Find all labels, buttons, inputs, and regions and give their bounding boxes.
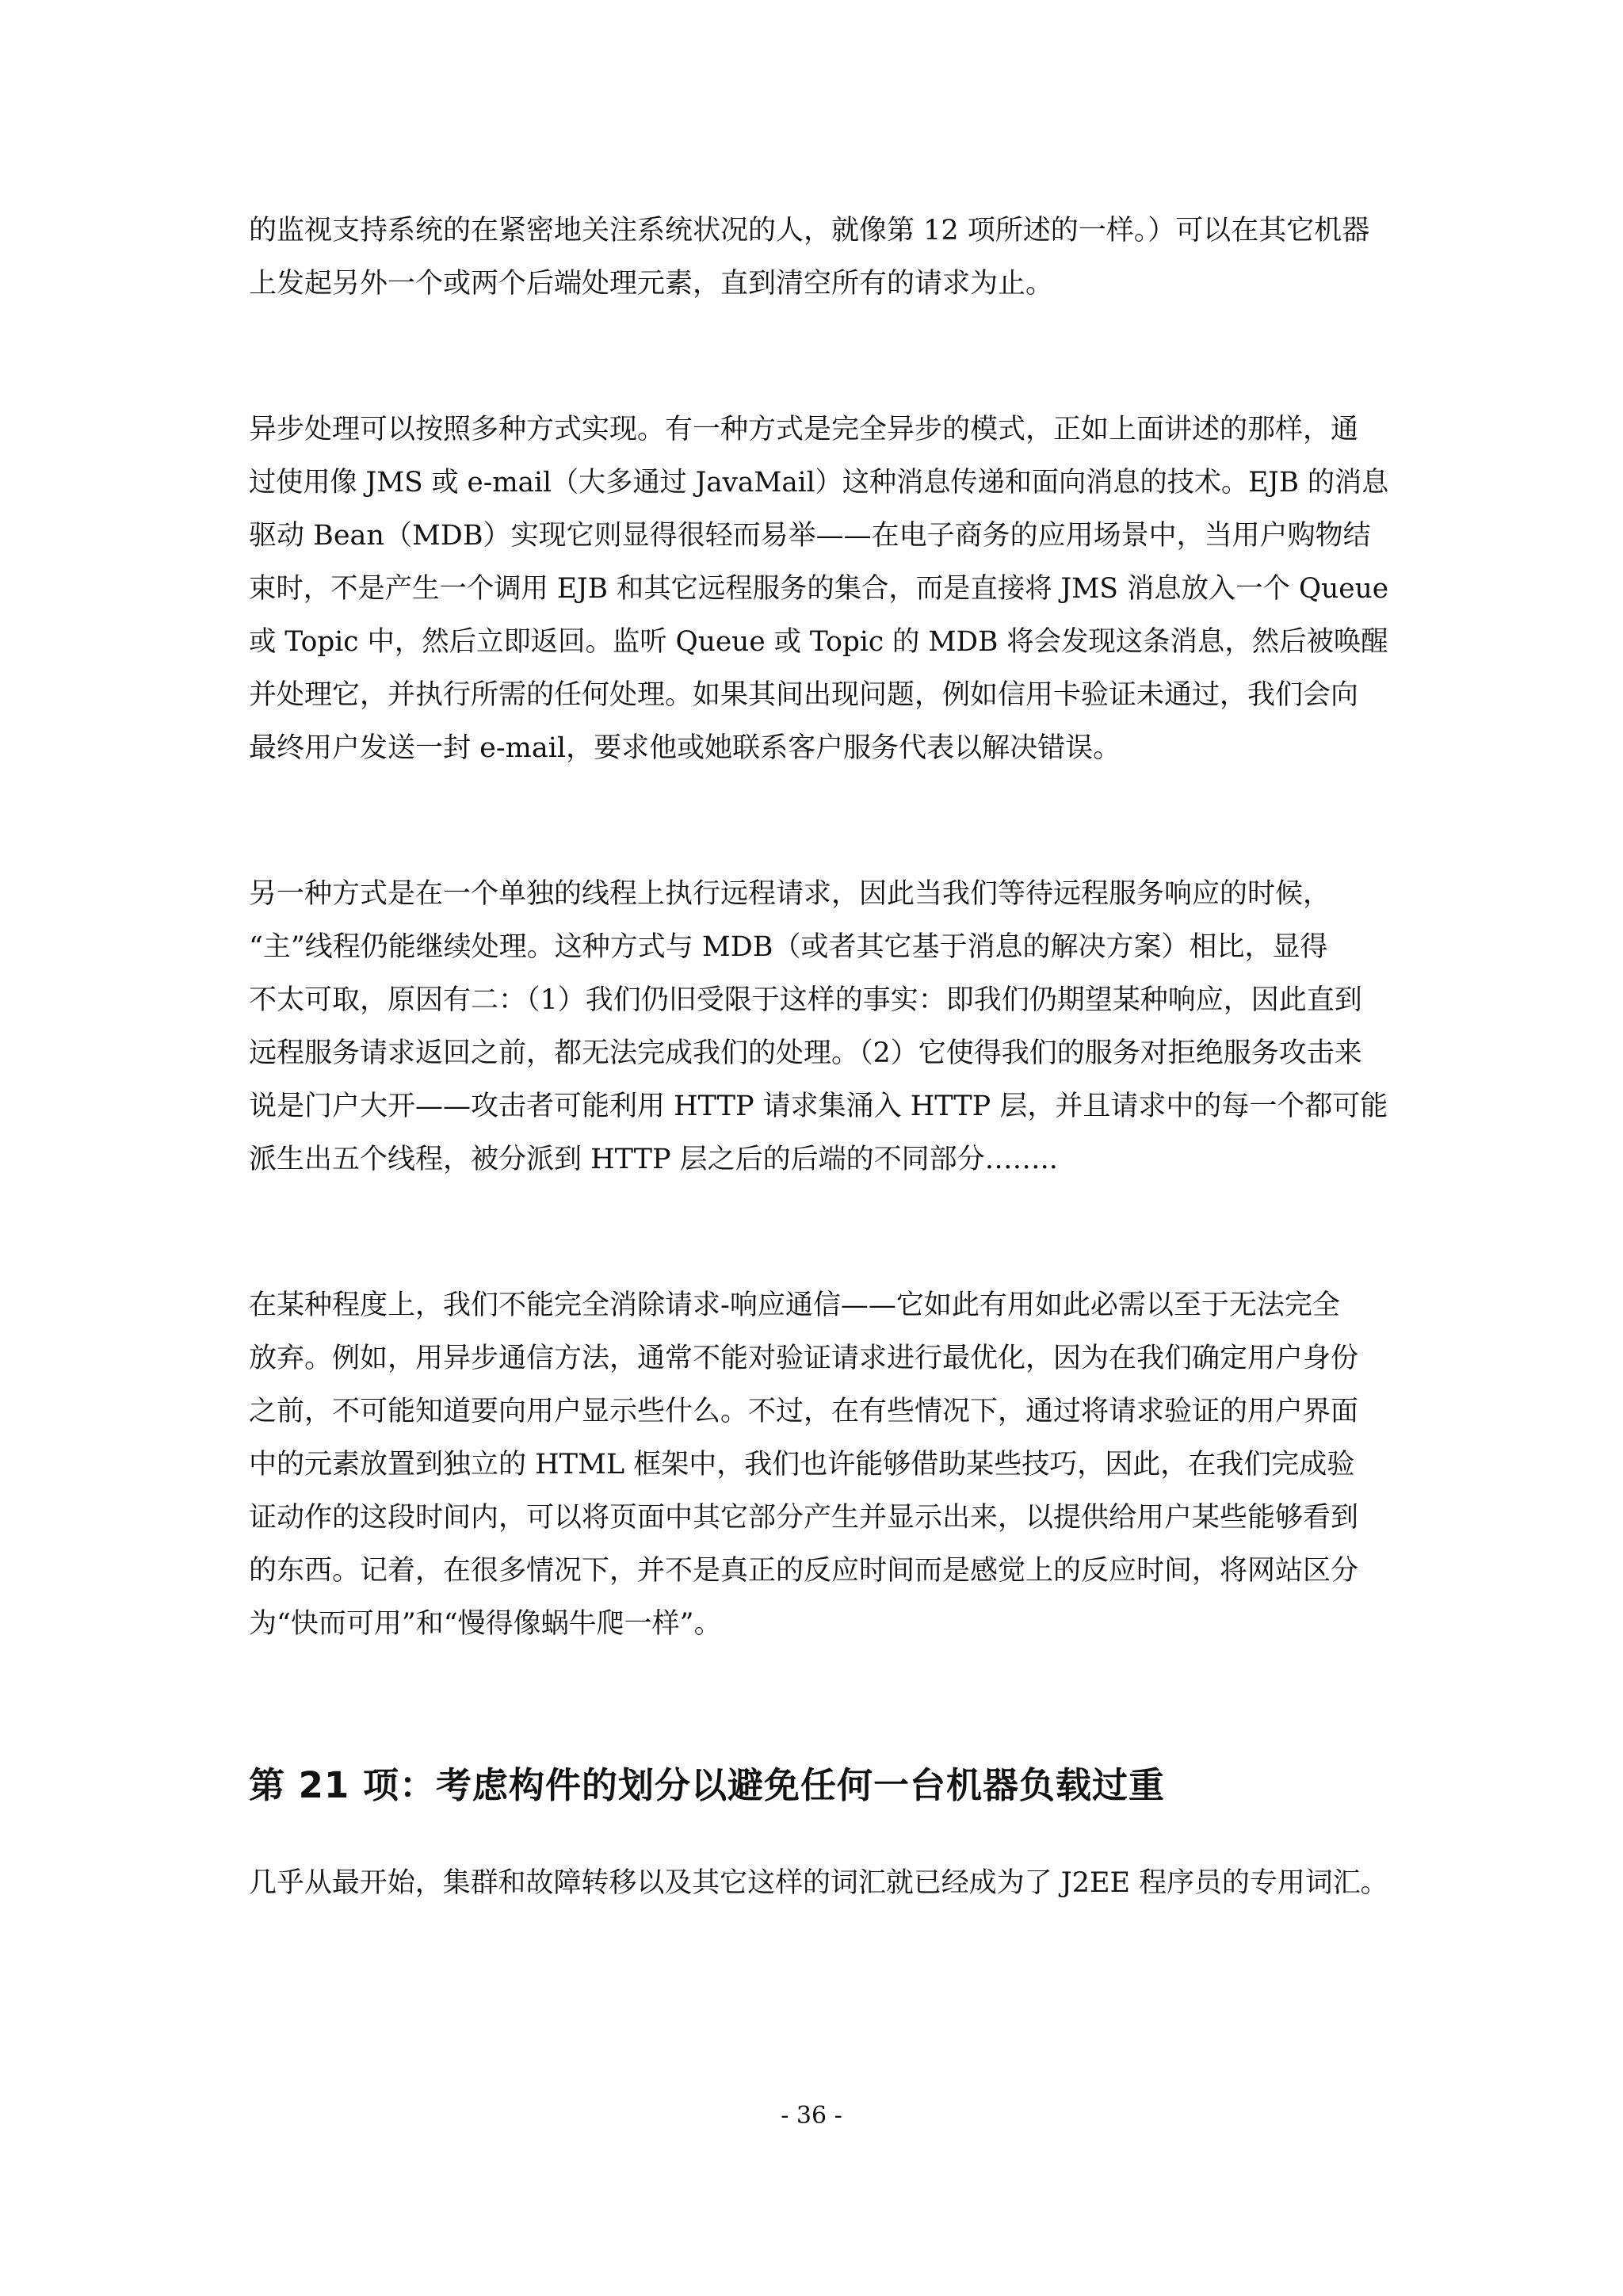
paragraph-3 <box>249 868 1388 1186</box>
text-line: 的东西。记着，在很多情况下，并不是真正的反应时间而是感觉上的反应时间，将网站区分 <box>249 1555 1359 1587</box>
text-line: 为“快而可用”和“慢得像蜗牛爬一样”。 <box>249 1608 722 1640</box>
document-body <box>249 204 1388 1910</box>
paragraph-1 <box>249 204 1388 311</box>
text-line: 最终用户发送一封 e-mail，要求他或她联系客户服务代表以解决错误。 <box>249 732 1121 764</box>
text-line: 远程服务请求返回之前，都无法完成我们的处理。（2）它使得我们的服务对拒绝服务攻击来 <box>249 1037 1362 1069</box>
text-line: 中的元素放置到独立的 HTML 框架中，我们也许能够借助某些技巧，因此，在我们完成验 <box>249 1449 1355 1480</box>
text-line: 异步处理可以按照多种方式实现。有一种方式是完全异步的模式，正如上面讲述的那样，通 <box>249 414 1359 445</box>
text-line: 过使用像 JMS 或 e-mail（大多通过 JavaMail）这种消息传递和面向消息的技术。EJB 的消息 <box>249 467 1389 499</box>
text-line: 放弃。例如，用异步通信方法，通常不能对验证请求进行最优化，因为在我们确定用户身份 <box>249 1343 1359 1374</box>
text-line: 证动作的这段时间内，可以将页面中其它部分产生并显示出来，以提供给用户某些能够看到 <box>249 1502 1359 1534</box>
text-line: 束时，不是产生一个调用 EJB 和其它远程服务的集合，而是直接将 JMS 消息放入一个 Queue <box>249 573 1389 605</box>
text-line: 上发起另外一个或两个后端处理元素，直到清空所有的请求为止。 <box>249 268 1054 300</box>
text-line: 的监视支持系统的在紧密地关注系统状况的人，就像第 12 项所述的一样。）可以在其它机器 <box>249 215 1370 246</box>
text-line: “主”线程仍能继续处理。这种方式与 MDB（或者其它基于消息的解决方案）相比，显得 <box>249 931 1328 963</box>
text-line: 在某种程度上，我们不能完全消除请求-响应通信——它如此有用如此必需以至于无法完全 <box>249 1289 1340 1321</box>
paragraph-4 <box>249 1279 1388 1651</box>
text-line: 几乎从最开始，集群和故障转移以及其它这样的词汇就已经成为了 J2EE 程序员的专用词汇。 <box>249 1867 1388 1899</box>
text-line: 派生出五个线程，被分派到 HTTP 层之后的后端的不同部分…….. <box>249 1144 1058 1175</box>
text-line: 驱动 Bean（MDB）实现它则显得很轻而易举——在电子商务的应用场景中，当用户购物结 <box>249 520 1371 552</box>
text-line: 说是门户大开——攻击者可能利用 HTTP 请求集涌入 HTTP 层，并且请求中的每一个都可能 <box>249 1091 1388 1122</box>
text-line: 不太可取，原因有二：（1）我们仍旧受限于这样的事实：即我们仍期望某种响应，因此直到 <box>249 984 1362 1016</box>
page-number: - 36 - <box>781 2102 842 2130</box>
text-line: 另一种方式是在一个单独的线程上执行远程请求，因此当我们等待远程服务响应的时候， <box>249 878 1331 910</box>
text-line: 或 Topic 中，然后立即返回。监听 Queue 或 Topic 的 MDB 将会发现这条消息，然后被唤醒 <box>249 626 1388 658</box>
text-line: 并处理它，并执行所需的任何处理。如果其间出现问题，例如信用卡验证未通过，我们会向 <box>249 679 1359 711</box>
section-heading: 第 21 项：考虑构件的划分以避免任何一台机器负载过重 <box>249 1764 1165 1806</box>
text-line: 之前，不可能知道要向用户显示些什么。不过，在有些情况下，通过将请求验证的用户界面 <box>249 1396 1359 1427</box>
paragraph-2 <box>249 403 1388 775</box>
paragraph-5 <box>249 1857 1388 1910</box>
